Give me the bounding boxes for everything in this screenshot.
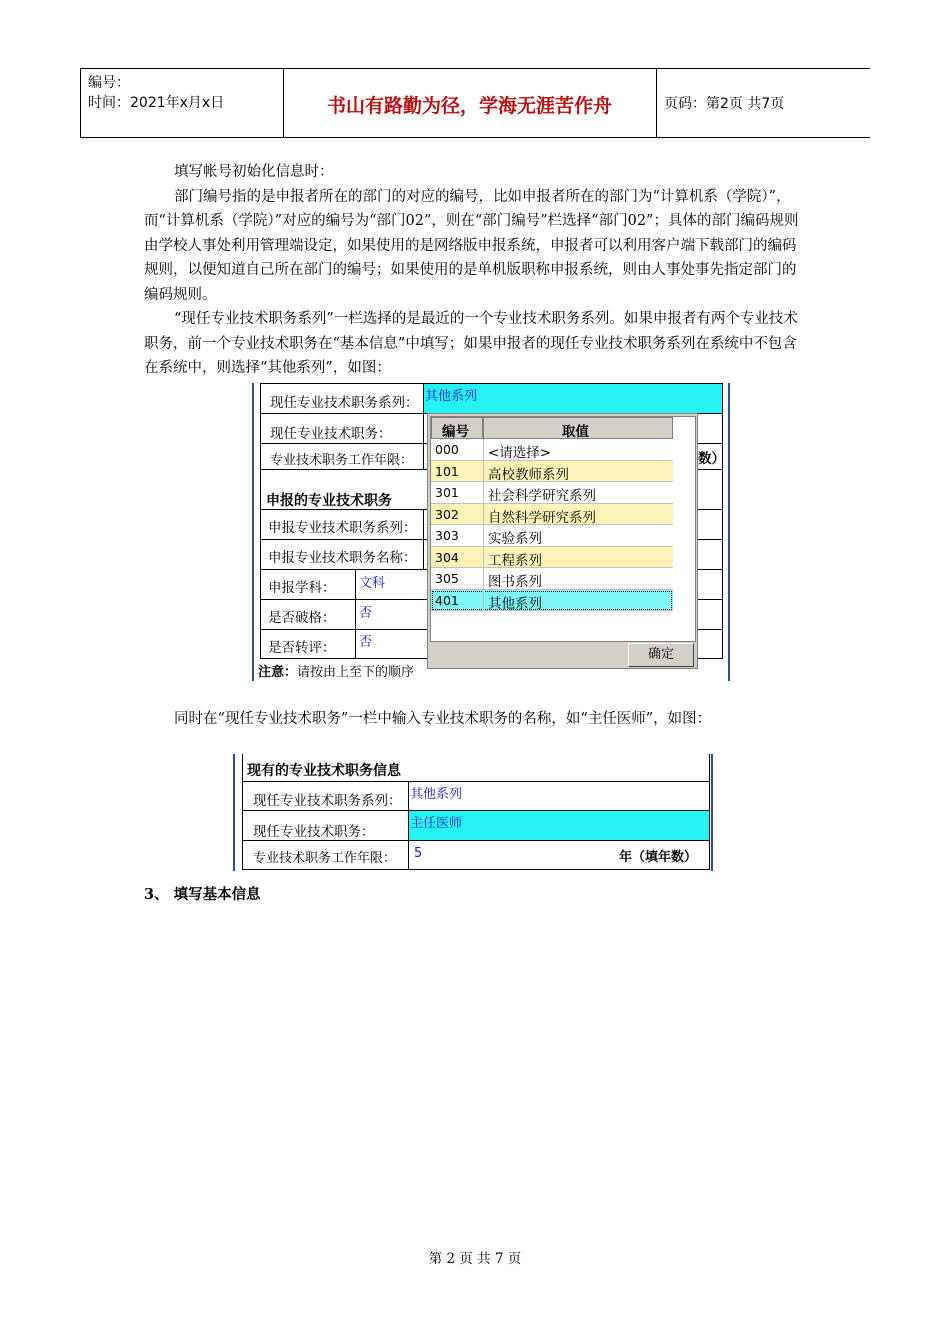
transfer-value[interactable]: 否 [359, 635, 373, 650]
years-suffix: 年（填年数） [619, 850, 698, 865]
exception-value[interactable]: 否 [359, 606, 373, 621]
list-item-selected[interactable]: 401 其他系列 [431, 590, 673, 612]
list-item[interactable]: 101 高校教师系列 [431, 461, 673, 483]
paragraph: “现任专业技术职务系列”一栏选择的是最近的一个专业技术职务系列。如果申报者有两个专业技术职务，前一个专业技术职务在“基本信息”中填写；如果申报者的现任专业技术职务系列在系统中不包含在系统中，则选择“其他系列”，如图： [144, 311, 798, 376]
list-item[interactable]: 302 自然科学研究系列 [431, 504, 673, 526]
position-label: 现任专业技术职务： [253, 824, 375, 840]
section-heading: 3、 填写基本信息 [144, 886, 261, 903]
series-value: 其他系列 [410, 787, 463, 802]
note-bold: 注意： [258, 665, 298, 680]
work-years-label: 专业技术职务工作年限： [270, 453, 414, 468]
years-value: 5 [414, 846, 423, 861]
header-number: 编号： [88, 75, 130, 91]
paragraph: 部门编号指的是申报者所在的部门的对应的编号，比如申报者所在的部门为“计算机系（学院）”，而“计算机系（学院）”对应的编号为“部门02”，则在“部门编号”栏选择“部门02”；具体的部门编码规则由学校人事处利用管理端设定，如果使用的是网络版申报系统，申报者可以利用客户端下载部门的编码规则，以便知道自己所在部门的编号；如果使用的是单机版职称申报系统，则由人事处事先指定部门的编码规则。 [144, 188, 799, 303]
header-time: 时间：2021年x月x日 [88, 95, 225, 111]
section-title: 申报的专业技术职务 [266, 493, 392, 509]
current-position-label: 现任专业技术职务： [270, 426, 392, 442]
series-dropdown-popup [427, 413, 698, 669]
years-label: 专业技术职务工作年限： [253, 851, 397, 866]
current-info-title: 现有的专业技术职务信息 [247, 763, 401, 779]
paragraph: 填写帐号初始化信息时： [174, 164, 334, 180]
list-item[interactable]: 303 实验系列 [431, 525, 673, 547]
header-page-info: 页码：第2页 共7页 [664, 96, 785, 112]
transfer-label: 是否转评： [268, 640, 336, 656]
page-header [80, 68, 870, 138]
list-item[interactable]: 301 社会科学研究系列 [431, 482, 673, 504]
series-label: 现任专业技术职务系列： [253, 793, 402, 809]
list-item[interactable]: 304 工程系列 [431, 547, 673, 569]
intro-text [144, 160, 809, 381]
years-fragment: 数） [698, 451, 725, 467]
note [258, 661, 414, 680]
middle-text [144, 707, 809, 732]
ok-button[interactable]: 确定 [628, 643, 694, 667]
list-item[interactable]: 305 图书系列 [431, 568, 673, 590]
page-footer: 第 2 页 共 7 页 [428, 1251, 522, 1267]
exception-label: 是否破格： [268, 610, 336, 626]
position-value: 主任医师 [410, 816, 463, 831]
header-meta [88, 73, 224, 113]
screenshot-series-dropdown [252, 383, 732, 683]
apply-name-label: 申报专业技术职务名称： [268, 550, 417, 566]
current-series-label: 现任专业技术职务系列： [270, 395, 419, 411]
subject-label: 申报学科： [268, 580, 336, 596]
paragraph: 同时在“现任专业技术职务”一栏中输入专业技术职务的名称，如“主任医师”，如图： [174, 711, 712, 727]
series-grid [430, 416, 696, 642]
current-series-value: 其他系列 [425, 389, 478, 404]
note-text: 请按由上至下的顺序 [297, 665, 415, 680]
apply-series-label: 申报专业技术职务系列： [268, 520, 417, 536]
subject-value[interactable]: 文科 [359, 576, 386, 591]
screenshot-current-position [233, 754, 715, 872]
header-motto: 书山有路勤为径，学海无涯苦作舟 [326, 95, 612, 117]
col-code-header: 编号 [431, 417, 483, 439]
col-value-header: 取值 [483, 417, 673, 439]
list-item[interactable]: 000 <请选择> [431, 439, 673, 461]
